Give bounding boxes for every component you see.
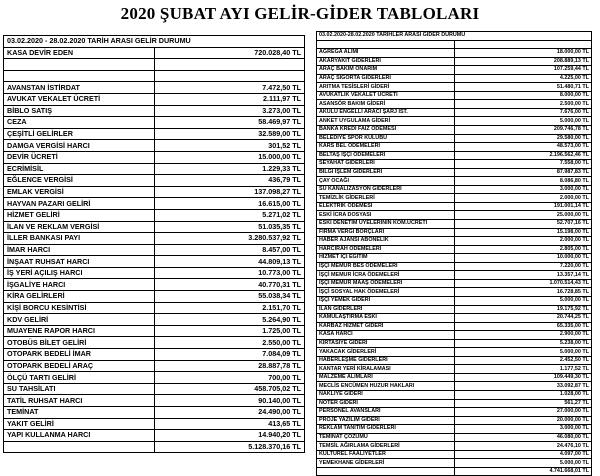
income-row-label: İMAR HARCI [4,244,155,256]
income-row-label: KDV GELİRİ [4,314,155,326]
expense-row [317,416,592,425]
expense-row-label: KASA HARCI [317,331,455,340]
expense-row [317,425,592,434]
income-row-label: İLLER BANKASI PAYI [4,233,155,245]
income-row-amount: 58.469,97 TL [154,117,305,129]
expense-row-label: MECLİS ENCÜMEN HUZUR HAKLARI [317,382,455,391]
expense-row-amount: 87.987,83 TL [454,168,592,177]
expense-row [317,348,592,357]
expense-row-label: İLAN GİDERLERİ [317,305,455,314]
expense-row [317,108,592,117]
expense-row [317,220,592,229]
income-row [4,395,305,407]
expense-row [317,83,592,92]
expense-row [317,373,592,382]
income-row-amount: 15.000,00 TL [154,151,305,163]
expense-row-label: ARAÇ SİGORTA GİDERLERİ [317,74,455,83]
income-row-label: AVUKAT VEKALET ÜCRETİ [4,93,155,105]
income-row [4,117,305,129]
expense-row [317,126,592,135]
income-row-amount: 700,00 TL [154,372,305,384]
expense-row-label: ASANSÖR BAKIM GİDERİ [317,100,455,109]
expense-row [317,57,592,66]
income-row-label: BİBLO SATIŞ [4,105,155,117]
income-row [4,82,305,94]
income-row-amount: 10.773,00 TL [154,267,305,279]
income-row [4,291,305,303]
expense-row-label: İŞÇİ YEMEK GİDERİ [317,296,455,305]
expense-row-label: HABER AJANSI ABONELİK [317,237,455,246]
expense-row [317,160,592,169]
expense-row [317,390,592,399]
income-row-label: İNŞAAT RUHSAT HARCI [4,256,155,268]
expense-row-label: ELEKTRİK ÖDEMESİ [317,202,455,211]
income-row [4,163,305,175]
income-row-amount: 44.809,13 TL [154,256,305,268]
expense-row-amount: 5.000,00 TL [454,117,592,126]
income-row-label [4,70,155,82]
income-row [4,372,305,384]
expense-row [317,177,592,186]
income-row-amount: 7.084,09 TL [154,349,305,361]
income-row-label: OTOPARK BEDELİ ARAÇ [4,360,155,372]
income-row [4,186,305,198]
income-row-label: YAKIT GELİRİ [4,418,155,430]
expense-row-label: SEYAHAT GİDERLERİ [317,160,455,169]
income-row-amount: 8.457,00 TL [154,244,305,256]
income-row-label: HAYVAN PAZARI GELİRİ [4,198,155,210]
expense-row-amount: 33.092,87 TL [454,382,592,391]
expense-row [317,202,592,211]
income-row [4,383,305,395]
expense-header-row [317,32,592,41]
income-row-label: İLAN VE REKLAM VERGİSİ [4,221,155,233]
expense-row-label: ANKET UYGULAMA GİDERİ [317,117,455,126]
expense-row-label: ESKİ DENETİM ÜYELERİNİN KOM.ÜCRETİ [317,220,455,229]
income-row [4,430,305,442]
income-row-amount: 413,65 TL [154,418,305,430]
expense-row-amount: 27.000,00 TL [454,408,592,417]
expense-row [317,459,592,468]
income-row [4,175,305,187]
expense-row [317,399,592,408]
expense-row-label: İŞÇİ MEMUR MAAŞ ÖDEMELERİ [317,279,455,288]
expense-row [317,442,592,451]
expense-row-amount: 8.000,00 TL [454,91,592,100]
income-row [4,140,305,152]
expense-row [317,339,592,348]
expense-row [317,382,592,391]
expense-row [317,211,592,220]
page-title: 2020 ŞUBAT AYI GELİR-GİDER TABLOLARI [120,4,480,23]
expense-row-amount: 51.480,71 TL [454,83,592,92]
expense-row-label: MALZEME ALIMLARI [317,373,455,382]
expense-row-amount: 65.335,00 TL [454,322,592,331]
expense-row-label: KARS BEL ÖDEMELERİ [317,143,455,152]
expense-row [317,245,592,254]
income-row-label: KİRA GELİRLERİ [4,291,155,303]
expense-row-label: ESKİ İCRA DOSYASI [317,211,455,220]
income-row-label: İŞ YERİ AÇILIŞ HARCI [4,267,155,279]
expense-row-amount: 13.357,14 TL [454,271,592,280]
expense-row [317,288,592,297]
expense-row-label: ÇAY OCAĞI [317,177,455,186]
income-row [4,221,305,233]
expense-row-amount: 1.177,52 TL [454,365,592,374]
expense-row-amount: 7.220,00 TL [454,262,592,271]
income-row [4,209,305,221]
income-row-label: ÇEŞİTLİ GELİRLER [4,128,155,140]
income-row-amount: 32.589,00 TL [154,128,305,140]
expense-row-label: YAKACAK GİDERLERİ [317,348,455,357]
income-row [4,407,305,419]
income-row-label: EMLAK VERGİSİ [4,186,155,198]
expense-row [317,322,592,331]
expense-row-label: AKÜLÜ ENGELLİ ARACI ŞARJ İST. [317,108,455,117]
income-row-label: TATİL RUHSAT HARCI [4,395,155,407]
expense-row-label: HARCIRAH ÖDEMELERİ [317,245,455,254]
expense-row-label: BANKA KREDİ FAİZ ÖDEMESİ [317,126,455,135]
expense-row-amount: 1.070.514,43 TL [454,279,592,288]
expense-row-label [317,40,455,49]
income-row-label [4,59,155,71]
income-row-amount: 28.887,78 TL [154,360,305,372]
income-row-amount: 5.128.370,16 TL [154,441,305,453]
expense-row-amount: 48.573,00 TL [454,143,592,152]
income-row-label: OTOBÜS BİLET GELİRİ [4,337,155,349]
expense-row-amount: 4.097,00 TL [454,450,592,459]
expense-row-amount: 3.000,00 TL [454,425,592,434]
income-row [4,93,305,105]
income-row [4,47,305,59]
expense-row [317,271,592,280]
income-row-amount: 720.028,40 TL [154,47,305,59]
expense-row [317,74,592,83]
expense-row-amount: 5.000,00 TL [454,459,592,468]
expense-row-label: HİZMET İÇİ EĞİTİM [317,254,455,263]
expense-row-amount: 2.805,00 TL [454,245,592,254]
expense-row-label: İŞÇİ SOSYAL HAK ÖDEMELERİ [317,288,455,297]
expense-row-amount: 16.728,85 TL [454,288,592,297]
expense-row-amount: 4.741.668,01 TL [454,467,592,476]
expense-row-label: BELEDİYE SPOR KULÜBÜ [317,134,455,143]
expense-row-amount: 561,27 TL [454,399,592,408]
expense-row-label: İŞÇİ MEMUR İCRA ÖDEMELERİ [317,271,455,280]
expense-row-label: İŞÇİ MEMUR BES ÖDEMELERİ [317,262,455,271]
expense-row [317,356,592,365]
expense-row [317,262,592,271]
expense-row-amount: 2.000,00 TL [454,194,592,203]
expense-row [317,100,592,109]
income-row-label: EĞLENCE VERGİSİ [4,175,155,187]
expense-row-amount: 25.000,00 TL [454,211,592,220]
expense-table [316,31,592,476]
expense-header: 03.02.2020-28.02.2020 TARİHLER ARASI GİDER DURUMU [317,32,592,41]
expense-row-amount: 7.676,00 TL [454,108,592,117]
expense-row-label: TEMSİL AĞIRLAMA GİDERLERİ [317,442,455,451]
expense-row-label: AGREGA ALIMI [317,49,455,58]
income-row [4,337,305,349]
expense-row [317,305,592,314]
expense-row [317,40,592,49]
expense-row-amount [454,40,592,49]
expense-row-label: KÜLTÜREL FAALİYETLER [317,450,455,459]
expense-row [317,254,592,263]
expense-row [317,185,592,194]
income-row-label: KİŞİ BORCU KESİNTİSİ [4,302,155,314]
expense-row [317,134,592,143]
expense-row-amount: 5.000,00 TL [454,348,592,357]
expense-row [317,168,592,177]
income-row-label: SU TAHSİLATI [4,383,155,395]
expense-row-amount: 107.259,44 TL [454,66,592,75]
income-row-label: DEVİR ÜCRETİ [4,151,155,163]
income-row [4,267,305,279]
expense-row [317,151,592,160]
income-row-label: CEZA [4,117,155,129]
income-row-label: TEMİNAT [4,407,155,419]
expense-row-label: AVUKATLIK VEKALET ÜCRETİ [317,91,455,100]
income-row [4,233,305,245]
expense-row-label: KARBAZ HİZMET GİDERİ [317,322,455,331]
income-row-amount: 3.280.537,92 TL [154,233,305,245]
income-row-amount: 40.770,31 TL [154,279,305,291]
expense-row-label: PROJE YAZILIM GİDERİ [317,416,455,425]
expense-row-amount: 2.500,00 TL [454,100,592,109]
expense-row-label: BİLGİ İŞLEM GİDERLERİ [317,168,455,177]
expense-row-label: KAMULAŞTIRMA ESKİ [317,314,455,323]
income-row-amount: 51.035,35 TL [154,221,305,233]
expense-row-label [317,467,455,476]
expense-row-amount: 7.558,00 TL [454,160,592,169]
expense-row-label: KİRTASİYE GİDERİ [317,339,455,348]
income-row-amount: 458.705,02 TL [154,383,305,395]
income-row-amount: 2.111,97 TL [154,93,305,105]
income-row-amount: 2.151,70 TL [154,302,305,314]
expense-row-label: ARITMA TESİSLERİ GİDERİ [317,83,455,92]
income-row [4,198,305,210]
expense-row-label: AKARYAKIT GİDERLERİ [317,57,455,66]
expense-row-label: TEMİNAT ÇÖZÜMÜ [317,433,455,442]
income-row [4,244,305,256]
expense-row [317,66,592,75]
expense-row [317,467,592,476]
income-row-label: HİZMET GELİRİ [4,209,155,221]
income-table [3,35,305,453]
expense-row-label: FİRMA VERGİ BORÇLARI [317,228,455,237]
income-row-label: ÖLÇÜ TARTI GELİRİ [4,372,155,384]
income-row-label [4,441,155,453]
expense-row-amount: 52.707,16 TL [454,220,592,229]
expense-row [317,91,592,100]
expense-row [317,117,592,126]
expense-row-label: YEMEKHANE GİDERLERİ [317,459,455,468]
income-row-amount: 1.229,33 TL [154,163,305,175]
income-row [4,70,305,82]
expense-row-amount: 2.196.562,46 TL [454,151,592,160]
income-row [4,325,305,337]
expense-row [317,228,592,237]
expense-row-amount: 2.452,50 TL [454,356,592,365]
income-row-amount: 5.271,02 TL [154,209,305,221]
income-row-amount [154,70,305,82]
income-row-amount: 3.273,00 TL [154,105,305,117]
expense-row-label: NAKLİYE GİDERİ [317,390,455,399]
income-row-amount: 137.098,27 TL [154,186,305,198]
income-row [4,360,305,372]
expense-row-amount: 1.028,00 TL [454,390,592,399]
expense-row [317,143,592,152]
income-row-label: MUAYENE RAPOR HARCI [4,325,155,337]
expense-row-label: HABERLEŞME GİDERLERİ [317,356,455,365]
income-row-amount: 436,79 TL [154,175,305,187]
income-row-label: YAPI KULLANMA HARCI [4,430,155,442]
income-row [4,302,305,314]
expense-row-amount: 10.000,00 TL [454,254,592,263]
expense-row-amount: 208.889,13 TL [454,57,592,66]
expense-row-label: REKLAM TANITIM GİDERLERİ [317,425,455,434]
income-row-label: OTOPARK BEDELİ İMAR [4,349,155,361]
expense-row-label: BELTAŞ İŞÇİ ÖDEMELERİ [317,151,455,160]
income-row [4,441,305,453]
expense-row-amount: 15.198,00 TL [454,228,592,237]
income-row-amount: 16.615,00 TL [154,198,305,210]
expense-row-amount: 29.580,00 TL [454,134,592,143]
income-header-row [4,36,305,48]
expense-row [317,408,592,417]
income-row-label: KASA DEVİR EDEN [4,47,155,59]
expense-row-amount: 4.225,00 TL [454,74,592,83]
income-row-amount: 301,52 TL [154,140,305,152]
income-row [4,151,305,163]
expense-row-label: TEMİZLİK GİDERLERİ [317,194,455,203]
expense-row-label: ARAÇ BAKIM ONARIM [317,66,455,75]
expense-row [317,331,592,340]
expense-row-amount: 2.900,00 TL [454,331,592,340]
expense-row-amount: 5.000,00 TL [454,296,592,305]
expense-row-amount: 24.476,10 TL [454,442,592,451]
expense-row-amount: 20.000,00 TL [454,416,592,425]
expense-row-amount: 209.746,78 TL [454,126,592,135]
expense-row-amount: 19.175,92 TL [454,305,592,314]
expense-row-label: PERSONEL AVANSLARI [317,408,455,417]
income-row-amount: 2.550,00 TL [154,337,305,349]
expense-row-amount: 46.080,00 TL [454,433,592,442]
income-row-amount: 90.140,00 TL [154,395,305,407]
income-row-amount: 24.490,00 TL [154,407,305,419]
expense-row-label: KANTAR YERİ KİRALAMASI [317,365,455,374]
expense-row-label: NOTER GİDERİ [317,399,455,408]
expense-row-amount: 5.238,00 TL [454,339,592,348]
income-row-amount: 7.472,50 TL [154,82,305,94]
expense-row [317,450,592,459]
income-row [4,128,305,140]
expense-row [317,194,592,203]
expense-row [317,433,592,442]
income-row-amount: 55.038,34 TL [154,291,305,303]
expense-row-amount: 191.001,14 TL [454,202,592,211]
expense-row [317,365,592,374]
expense-row-amount: 20.744,25 TL [454,314,592,323]
expense-row-label: SU KANALİZASYON GİDERLERİ [317,185,455,194]
income-row-label: DAMGA VERGİSİ HARCI [4,140,155,152]
income-row-amount: 14.940,20 TL [154,430,305,442]
expense-row [317,296,592,305]
income-row-amount: 1.725,00 TL [154,325,305,337]
income-header: 03.02.2020 - 28.02.2020 TARİH ARASI GELİR DURUMU [4,36,305,48]
expense-row-amount: 8.086,80 TL [454,177,592,186]
income-row [4,314,305,326]
income-row [4,105,305,117]
income-row [4,349,305,361]
expense-row-amount: 109.449,30 TL [454,373,592,382]
income-row-amount: 5.264,90 TL [154,314,305,326]
income-row [4,59,305,71]
expense-row-amount: 3.000,00 TL [454,185,592,194]
expense-row-amount: 2.000,00 TL [454,237,592,246]
expense-row [317,49,592,58]
expense-row [317,279,592,288]
income-row-amount [154,59,305,71]
expense-row [317,237,592,246]
expense-row-amount: 18.000,00 TL [454,49,592,58]
income-row-label: ECRİMİSİL [4,163,155,175]
income-row [4,256,305,268]
income-row-label: İŞGALİYE HARCI [4,279,155,291]
expense-row [317,314,592,323]
income-row-label: AVANSTAN İSTİRDAT [4,82,155,94]
income-row [4,279,305,291]
